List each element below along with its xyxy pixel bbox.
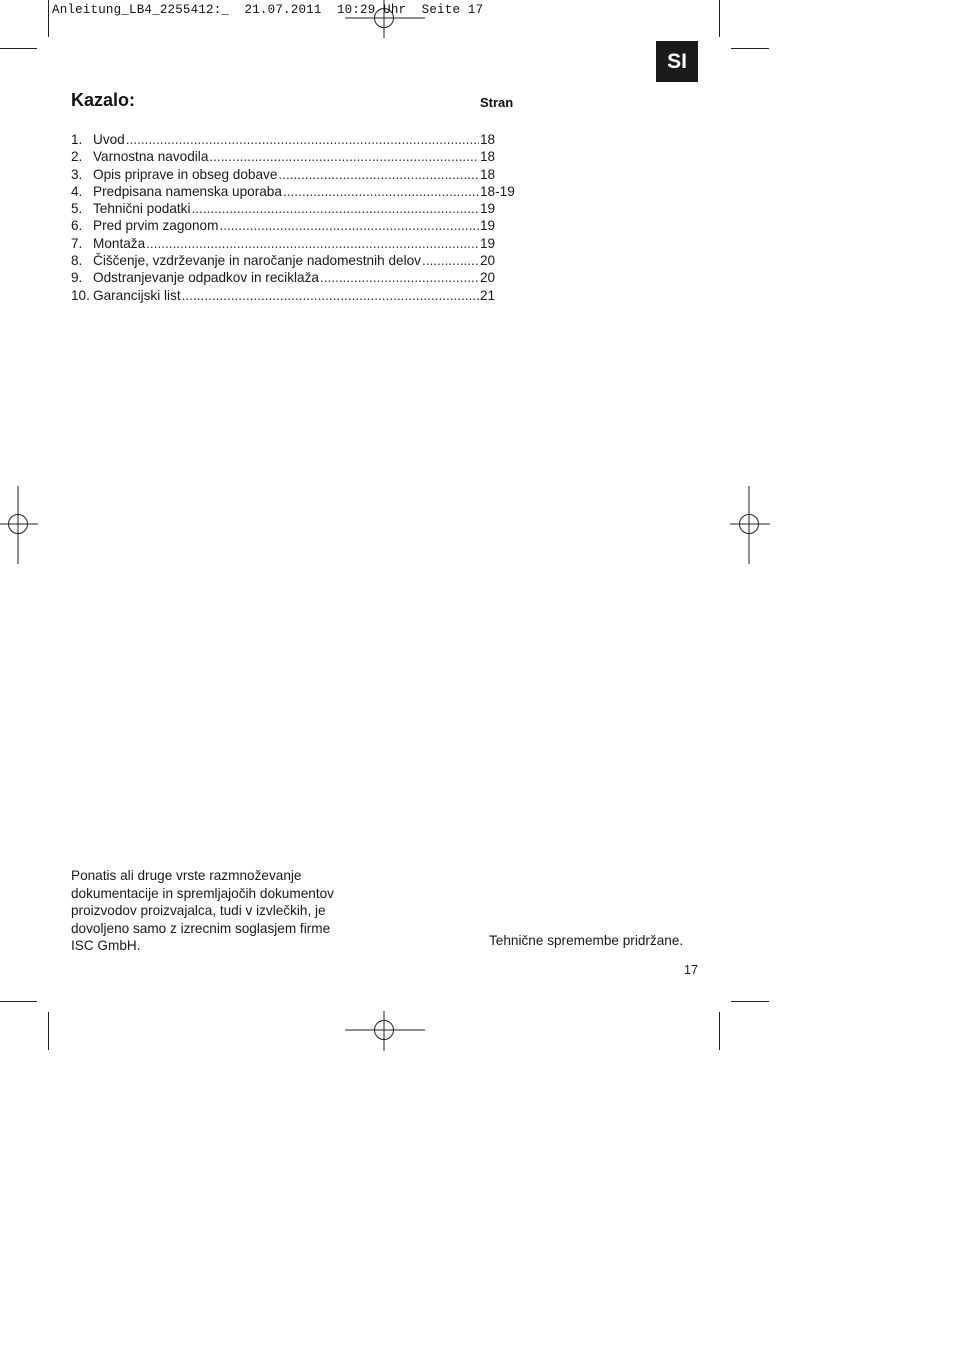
table-of-contents (71, 131, 517, 304)
crop-mark (719, 0, 720, 37)
toc-leader-dots (182, 287, 479, 304)
toc-entry-page: 18 (480, 166, 496, 182)
toc-leader-dots (126, 131, 479, 148)
technical-changes-note: Tehnične spremembe pridržane. (489, 933, 684, 948)
copyright-notice (71, 867, 371, 955)
toc-leader-dots (192, 200, 480, 217)
toc-entry-label: Čiščenje, vzdrževanje in naročanje nadomestnih delov (93, 253, 421, 269)
toc-entry-number: 10. (71, 287, 90, 303)
toc-entry-page: 20 (480, 270, 496, 286)
toc-entry-page: 20 (480, 253, 496, 269)
toc-entry[interactable] (71, 235, 517, 252)
toc-entry-label: Odstranjevanje odpadkov in reciklaža (93, 270, 319, 286)
page-number: 17 (684, 963, 698, 977)
toc-entry[interactable] (71, 200, 517, 217)
crop-mark (48, 0, 49, 37)
toc-entry-label: Tehnični podatki (93, 201, 191, 217)
toc-entry-page: 19 (480, 201, 496, 217)
toc-entry-page: 18-19 (480, 183, 515, 199)
crop-mark (731, 1001, 769, 1002)
toc-entry[interactable] (71, 287, 517, 304)
copyright-line: ISC GmbH. (71, 938, 141, 953)
toc-entry-number: 5. (71, 201, 83, 217)
toc-entry-label: Predpisana namenska uporaba (93, 183, 282, 199)
toc-entry[interactable] (71, 148, 517, 165)
toc-entry-label: Montaža (93, 235, 146, 251)
crop-mark (731, 48, 769, 49)
toc-entry[interactable] (71, 131, 517, 148)
copyright-line: Ponatis ali druge vrste razmnoževanje (71, 868, 302, 883)
copyright-line: dovoljeno samo z izrecnim soglasjem firme (71, 920, 331, 936)
toc-entry[interactable] (71, 166, 517, 183)
toc-entry-label: Pred prvim zagonom (93, 218, 219, 234)
registration-mark-icon (345, 1011, 425, 1051)
toc-leader-dots (146, 235, 479, 252)
toc-entry-number: 9. (71, 270, 83, 286)
crop-mark (719, 1012, 720, 1050)
registration-mark-icon (345, 0, 425, 38)
toc-entry-label: Uvod (93, 132, 125, 147)
toc-title: Kazalo: (71, 90, 136, 110)
copyright-line: proizvodov proizvajalca, tudi v izvlečkih, je (71, 903, 326, 918)
toc-leader-dots (209, 148, 479, 165)
toc-entry-page: 21 (480, 287, 496, 303)
print-slug: Anleitung_LB4_2255412:_ 21.07.2011 10:29 Uhr Seite 17 (52, 3, 484, 17)
toc-leader-dots (219, 217, 479, 234)
registration-mark-icon (0, 486, 38, 564)
toc-entry[interactable] (71, 252, 517, 269)
toc-leader-dots (278, 166, 479, 183)
toc-entry-label: Garancijski list (93, 287, 181, 303)
toc-leader-dots (320, 269, 479, 286)
crop-mark (0, 48, 37, 49)
toc-entry[interactable] (71, 183, 517, 200)
page-column-label: Stran (480, 95, 514, 110)
toc-entry[interactable] (71, 269, 517, 286)
toc-entry-page: 19 (480, 235, 496, 251)
toc-entry-number: 4. (71, 183, 83, 199)
toc-leader-dots (283, 183, 479, 200)
language-badge: SI (656, 41, 698, 82)
crop-mark (0, 1001, 37, 1002)
toc-entry-page: 18 (480, 149, 496, 165)
toc-entry-number: 1. (71, 132, 83, 147)
registration-mark-icon (730, 486, 770, 564)
toc-entry-number: 8. (71, 253, 83, 269)
toc-entry-number: 3. (71, 166, 83, 182)
toc-entry-label: Varnostna navodila (93, 149, 209, 165)
copyright-line: dokumentacije in spremljajočih dokumentov (71, 885, 334, 901)
toc-entry-number: 7. (71, 235, 83, 251)
toc-entry-number: 6. (71, 218, 83, 234)
toc-entry[interactable] (71, 217, 517, 234)
toc-entry-page: 18 (480, 132, 496, 147)
toc-leader-dots (422, 252, 479, 269)
toc-entry-number: 2. (71, 149, 83, 165)
toc-entry-page: 19 (480, 218, 496, 234)
crop-mark (48, 1012, 49, 1050)
toc-entry-label: Opis priprave in obseg dobave (93, 166, 278, 182)
